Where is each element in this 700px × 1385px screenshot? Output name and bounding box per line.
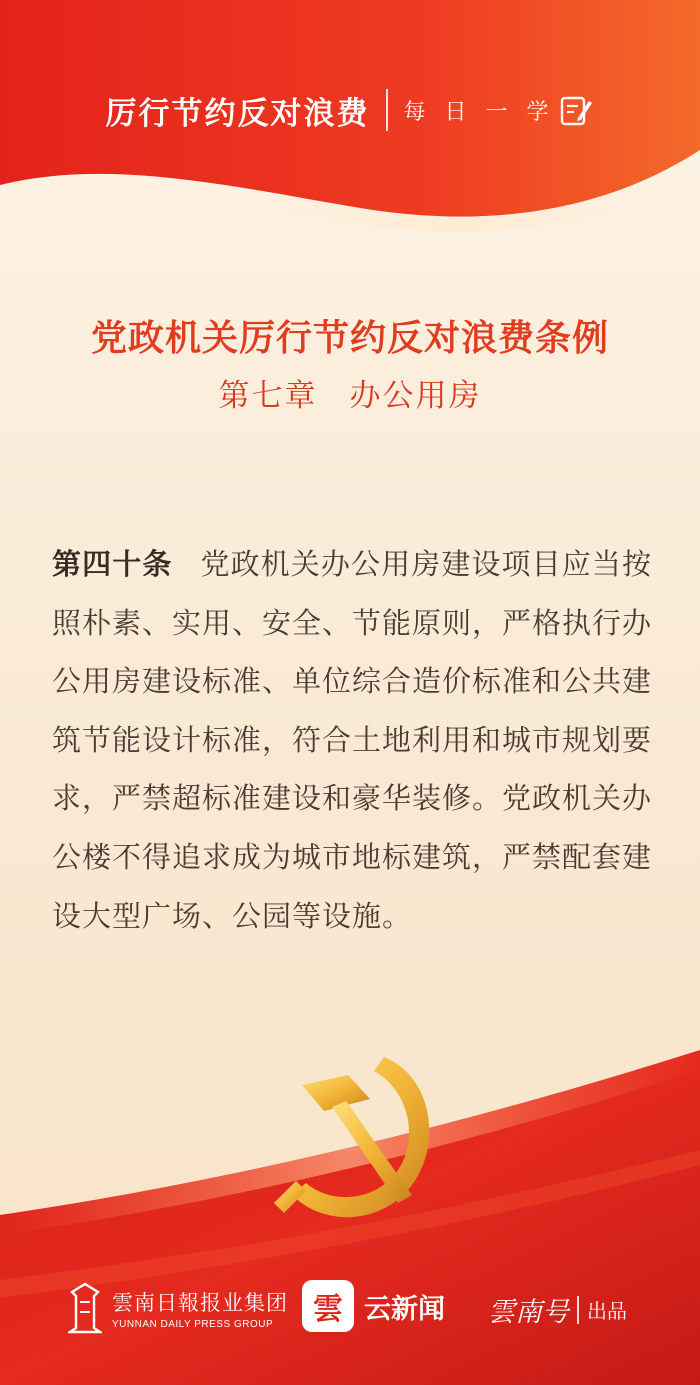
- regulation-title: 党政机关厉行节约反对浪费条例: [90, 317, 609, 359]
- yunnan-daily-english: YUNNAN DAILY PRESS GROUP: [112, 1318, 274, 1330]
- party-emblem-icon: [262, 1045, 452, 1235]
- header-bar: [0, 78, 700, 142]
- header-title: 厉行节约反对浪费: [105, 95, 370, 132]
- produced-by-label: 出品: [587, 1299, 627, 1323]
- article-text: 党政机关办公用房建设项目应当按照朴素、实用、安全、节能原则，严格执行办公用房建设标准、单位综合造价标准和公共建筑节能设计标准，符合土地利用和城市规划要求，严禁超标准建设和豪华装修。党政机关办公楼不得追求成为城市地标建筑，严禁配套建设大型广场、公园等设施。: [52, 547, 653, 933]
- yunnan-daily-logo-icon: [68, 1282, 102, 1334]
- yun-news-logo-icon: 雲: [302, 1280, 354, 1332]
- yunnan-daily-brand: [68, 1282, 288, 1334]
- header-divider: [386, 89, 388, 131]
- yunnan-hao-name: 雲南号: [488, 1297, 569, 1328]
- article-label: 第四十条: [52, 547, 173, 581]
- yun-news-name: 云新闻: [364, 1293, 445, 1325]
- header-subtitle: 每 日 一 学: [403, 99, 555, 125]
- footer-credits: [0, 1270, 700, 1350]
- chapter-number: 第七章: [218, 378, 318, 414]
- pen-note-icon: [558, 92, 594, 128]
- yunnan-hao-brand: [488, 1290, 627, 1329]
- yunnan-daily-name: 雲南日報报业集团: [112, 1290, 288, 1315]
- article-body: [52, 535, 652, 945]
- yun-news-brand: [302, 1280, 445, 1332]
- chapter-name: 办公用房: [349, 378, 482, 414]
- chapter-heading: [0, 370, 700, 415]
- footer-divider: [577, 1296, 579, 1324]
